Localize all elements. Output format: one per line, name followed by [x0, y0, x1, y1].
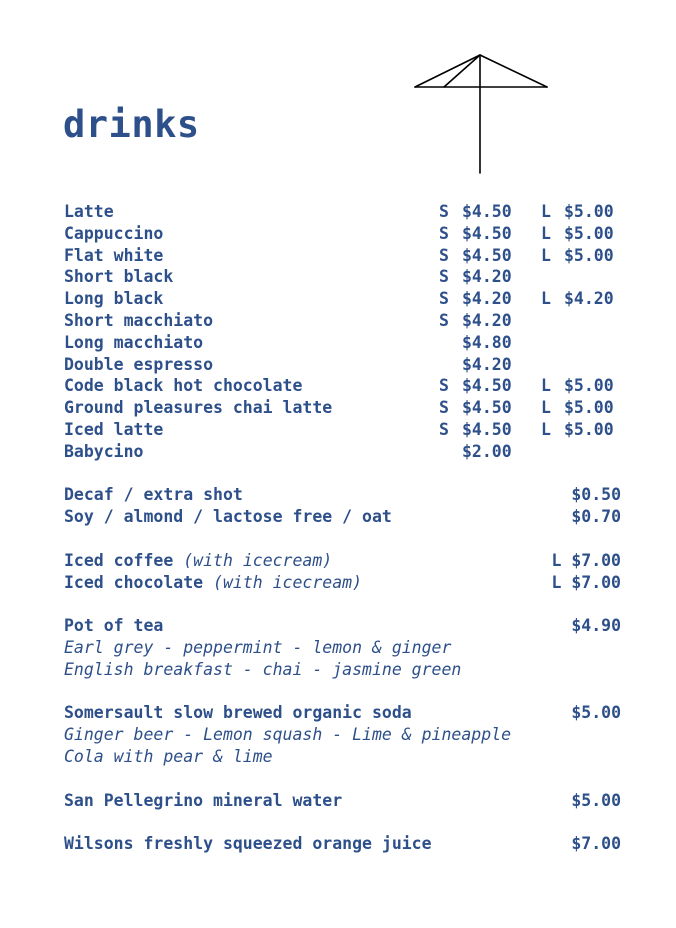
page-title: drinks: [63, 103, 200, 146]
item-price: $0.70: [571, 507, 621, 527]
item-name: Latte: [64, 202, 114, 221]
menu-item: [64, 702, 644, 724]
item-name: Somersault slow brewed organic soda: [64, 703, 412, 723]
menu-item: [64, 550, 644, 572]
item-name: Pot of tea: [64, 616, 164, 636]
menu-item: [64, 572, 644, 594]
size-small-label: S: [439, 376, 449, 396]
item-note: (with icecream): [213, 572, 363, 592]
item-name: Soy / almond / lactose free / oat: [64, 507, 392, 527]
tea-section: [64, 615, 644, 680]
menu-item: [64, 332, 644, 354]
size-large-label: L: [541, 376, 551, 396]
large-price: $5.00: [564, 376, 614, 396]
size-large-label: L: [541, 202, 551, 221]
menu-item: [64, 223, 644, 245]
size-large-label: L: [541, 419, 551, 439]
menu-item: [64, 288, 644, 310]
menu-item: [64, 354, 644, 376]
item-price: $7.00: [571, 834, 621, 854]
item-name: Short macchiato: [64, 310, 214, 330]
small-price: $4.20: [462, 354, 512, 374]
small-price: $2.00: [462, 441, 512, 461]
size-large-label: L: [541, 245, 551, 265]
menu-item: [64, 375, 644, 397]
item-price: $0.50: [571, 485, 621, 505]
size-small-label: S: [439, 419, 449, 439]
menu-item: [64, 266, 644, 288]
menu-item: [64, 506, 644, 528]
menu-item: [64, 397, 644, 419]
item-name: Iced chocolate (with icecream): [64, 572, 363, 592]
menu-item: [64, 790, 644, 812]
item-name: Flat white: [64, 245, 164, 265]
item-name: Iced latte: [64, 419, 164, 439]
small-price: $4.50: [462, 376, 512, 396]
item-name: Double espresso: [64, 354, 214, 374]
tea-varieties: English breakfast - chai - jasmine green: [64, 659, 462, 679]
item-price: $5.00: [571, 790, 621, 810]
size-large-label: L: [541, 223, 551, 243]
item-name: Code black hot chocolate: [64, 376, 303, 396]
large-price: $5.00: [564, 223, 614, 243]
size-small-label: S: [439, 267, 449, 287]
menu-item: [64, 615, 644, 637]
item-name: Wilsons freshly squeezed orange juice: [64, 834, 432, 854]
small-price: $4.20: [462, 310, 512, 330]
item-name: Babycino: [64, 441, 144, 461]
item-name: Decaf / extra shot: [64, 485, 243, 505]
size-small-label: S: [439, 398, 449, 418]
item-name: Long black: [64, 289, 164, 309]
large-price: $5.00: [564, 245, 614, 265]
soda-section: [64, 702, 644, 767]
menu-item: [64, 245, 644, 267]
small-price: $4.20: [462, 289, 512, 309]
iced-list: [64, 550, 644, 594]
size-small-label: S: [439, 245, 449, 265]
item-name: Iced coffee (with icecream): [64, 550, 333, 570]
size-small-label: S: [439, 289, 449, 309]
coffee-list: [64, 201, 644, 463]
size-small-label: S: [439, 202, 449, 221]
item-name: Long macchiato: [64, 332, 204, 352]
item-name: Ground pleasures chai latte: [64, 398, 333, 418]
small-price: $4.50: [462, 245, 512, 265]
small-price: $4.50: [462, 398, 512, 418]
item-name: San Pellegrino mineral water: [64, 790, 343, 810]
item-name: Cappuccino: [64, 223, 164, 243]
menu-item: [64, 833, 644, 855]
item-price: $5.00: [571, 703, 621, 723]
large-price: $5.00: [564, 398, 614, 418]
size-small-label: S: [439, 223, 449, 243]
size-large-label: L: [541, 398, 551, 418]
small-price: $4.80: [462, 332, 512, 352]
menu-item: [64, 441, 644, 463]
small-price: $4.20: [462, 267, 512, 287]
menu-item: [64, 419, 644, 441]
item-price: L $7.00: [551, 550, 621, 570]
large-price: $5.00: [564, 419, 614, 439]
small-price: $4.50: [462, 202, 512, 221]
drinks-menu: [64, 201, 644, 855]
large-price: $4.20: [564, 289, 614, 309]
small-price: $4.50: [462, 223, 512, 243]
size-small-label: S: [439, 310, 449, 330]
soda-varieties: Ginger beer - Lemon squash - Lime & pineapple: [64, 725, 512, 745]
menu-item: [64, 310, 644, 332]
menu-item: [64, 484, 644, 506]
item-price: $4.90: [571, 616, 621, 636]
soda-varieties: Cola with pear & lime: [64, 746, 273, 766]
item-note: (with icecream): [183, 550, 333, 570]
item-price: L $7.00: [551, 572, 621, 592]
size-large-label: L: [541, 289, 551, 309]
extras-list: [64, 484, 644, 528]
umbrella-icon: [413, 52, 549, 176]
small-price: $4.50: [462, 419, 512, 439]
item-name: Short black: [64, 267, 174, 287]
menu-item: [64, 201, 644, 223]
tea-varieties: Earl grey - peppermint - lemon & ginger: [64, 637, 452, 657]
large-price: $5.00: [564, 202, 614, 221]
